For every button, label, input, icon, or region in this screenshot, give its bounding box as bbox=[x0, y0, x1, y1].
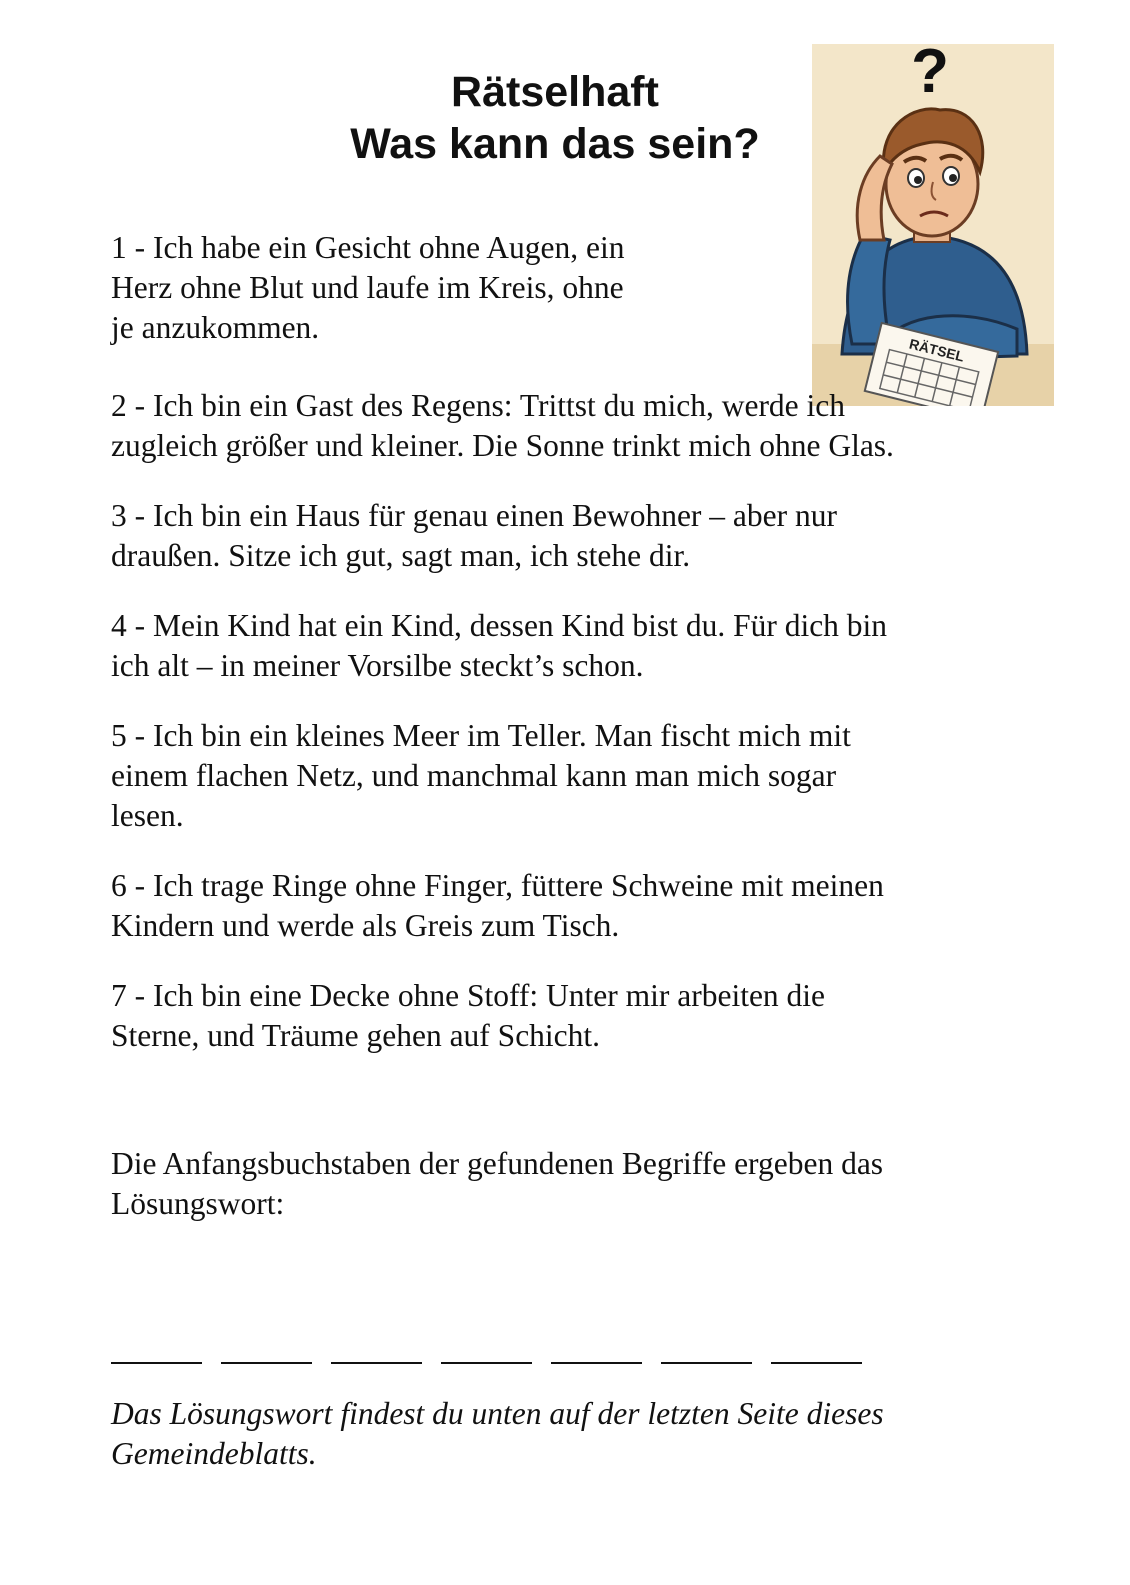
riddle-line: 2 - Ich bin ein Gast des Regens: Trittst du mich, werde ich bbox=[111, 388, 846, 423]
confused-person-puzzle-icon bbox=[812, 44, 1054, 406]
answer-blanks bbox=[111, 1362, 862, 1364]
riddle-line: 6 - Ich trage Ringe ohne Finger, füttere Schweine mit meinen bbox=[111, 868, 884, 903]
title-line-2: Was kann das sein? bbox=[350, 120, 760, 168]
riddle-4 bbox=[111, 606, 887, 686]
answer-blank[interactable] bbox=[441, 1362, 532, 1364]
solution-hint bbox=[111, 1394, 1031, 1474]
riddle-line: draußen. Sitze ich gut, sagt man, ich stehe dir. bbox=[111, 538, 691, 573]
puzzle-sheet-label: RÄTSEL bbox=[907, 335, 966, 365]
riddle-line: 5 - Ich bin ein kleines Meer im Teller. Man fischt mich mit bbox=[111, 718, 851, 753]
riddle-5 bbox=[111, 716, 851, 836]
riddle-line: 7 - Ich bin eine Decke ohne Stoff: Unter mir arbeiten die bbox=[111, 978, 826, 1013]
riddle-line: ich alt – in meiner Vorsilbe steckt’s schon. bbox=[111, 648, 644, 683]
answer-blank[interactable] bbox=[331, 1362, 422, 1364]
riddle-6 bbox=[111, 866, 884, 946]
riddle-line: Kindern und werde als Greis zum Tisch. bbox=[111, 908, 620, 943]
hint-line: Das Lösungswort findest du unten auf der letzten Seite dieses bbox=[111, 1396, 884, 1431]
riddle-line: Sterne, und Träume gehen auf Schicht. bbox=[111, 1018, 601, 1053]
answer-blank[interactable] bbox=[221, 1362, 312, 1364]
riddle-3 bbox=[111, 496, 837, 576]
question-mark-icon: ? bbox=[911, 44, 949, 106]
hint-line: Gemeindeblatts. bbox=[111, 1436, 317, 1471]
riddle-7 bbox=[111, 976, 825, 1056]
instruction-line: Lösungswort: bbox=[111, 1186, 285, 1221]
title-line-1: Rätselhaft bbox=[451, 68, 659, 116]
instruction-line: Die Anfangsbuchstaben der gefundenen Begriffe ergeben das bbox=[111, 1146, 884, 1181]
riddle-line: Herz ohne Blut und laufe im Kreis, ohne bbox=[111, 270, 624, 305]
riddle-line: lesen. bbox=[111, 798, 184, 833]
riddle-line: 1 - Ich habe ein Gesicht ohne Augen, ein bbox=[111, 230, 625, 265]
riddle-line: 3 - Ich bin ein Haus für genau einen Bewohner – aber nur bbox=[111, 498, 837, 533]
answer-blank[interactable] bbox=[551, 1362, 642, 1364]
answer-blank[interactable] bbox=[771, 1362, 862, 1364]
riddle-2 bbox=[111, 386, 894, 466]
riddle-line: einem flachen Netz, und manchmal kann man mich sogar bbox=[111, 758, 837, 793]
riddle-line: zugleich größer und kleiner. Die Sonne trinkt mich ohne Glas. bbox=[111, 428, 894, 463]
solution-instruction bbox=[111, 1144, 1031, 1224]
answer-blank[interactable] bbox=[661, 1362, 752, 1364]
riddle-line: je anzukommen. bbox=[111, 310, 320, 345]
riddle-line: 4 - Mein Kind hat ein Kind, dessen Kind bist du. Für dich bin bbox=[111, 608, 888, 643]
answer-blank[interactable] bbox=[111, 1362, 202, 1364]
riddle-1 bbox=[111, 228, 624, 348]
